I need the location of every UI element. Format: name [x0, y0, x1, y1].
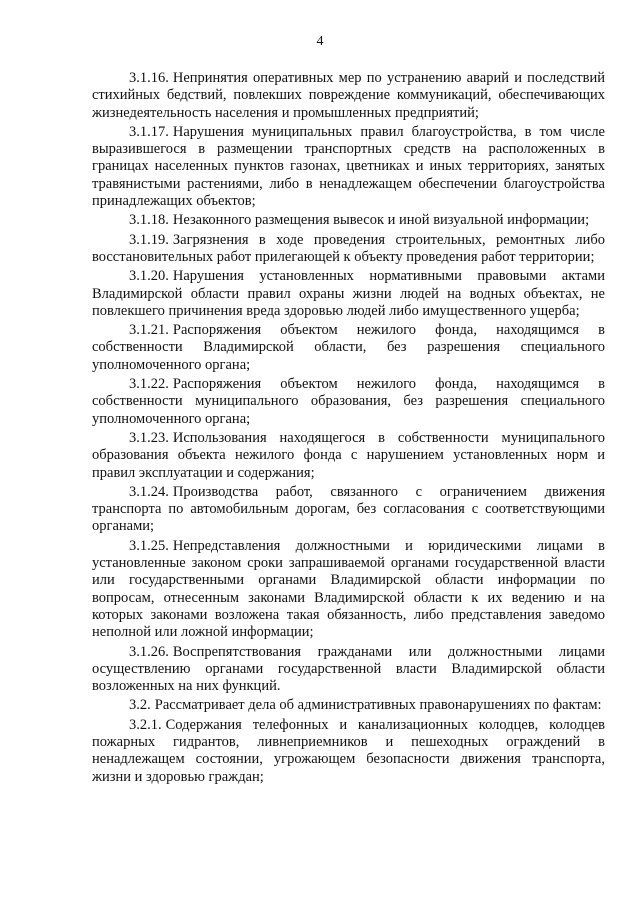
clause-number: 3.1.18. — [129, 212, 169, 229]
paragraph-3-1-23 — [92, 430, 605, 482]
paragraph-3-1-26 — [92, 644, 605, 696]
paragraph-3-2-1 — [92, 717, 605, 786]
clause-number: 3.1.23. — [129, 429, 169, 446]
paragraph-3-1-19 — [92, 232, 605, 267]
paragraph-3-1-24 — [92, 484, 605, 536]
paragraph-3-1-16 — [92, 70, 605, 122]
page-number: 4 — [316, 34, 324, 49]
clause-text: Производства работ, связанного с ограничением движения транспорта по автомобильным дорогам, без согласования с соответствующими органами; — [92, 483, 605, 535]
clause-text: Непредставления должностными и юридическими лицами в установленные законом сроки запрашиваемой органами государственной власти или государственными органами Владимирской области информации по вопросам, отнесенным законами Владимирской области к их ведению и на которых законами возложена такая обязанность, либо представления заведомо неполной или ложной информации; — [92, 537, 605, 641]
clause-text: Загрязнения в ходе проведения строительных, ремонтных либо восстановительных работ прилегающей к объекту проведения работ территории; — [92, 231, 605, 265]
clause-number: 3.1.19. — [129, 231, 169, 248]
clause-number: 3.1.25. — [129, 537, 169, 554]
clause-text: Незаконного размещения вывесок и иной визуальной информации; — [172, 212, 590, 229]
clause-number: 3.1.21. — [129, 322, 169, 339]
clause-text: Нарушения установленных нормативными правовыми актами Владимирской области правил охраны жизни людей на водных объектах, не повлекшего причинения вреда здоровью людей либо имущественного ущерба; — [92, 268, 605, 319]
clause-number: 3.1.16. — [129, 70, 169, 86]
clause-number: 3.2. — [129, 697, 151, 714]
clause-number: 3.1.20. — [129, 268, 169, 285]
clause-number: 3.1.17. — [129, 123, 169, 140]
clause-number: 3.1.24. — [129, 483, 169, 500]
clause-number: 3.1.26. — [129, 643, 169, 660]
paragraph-3-1-22 — [92, 376, 605, 428]
clause-number: 3.2.1. — [129, 716, 162, 733]
clause-text: Нарушения муниципальных правил благоустройства, в том числе выразившегося в размещении транспортных средств на расположенных в границах населенных пунктов газонах, цветниках и иных территориях, занятых травянистыми растениями, либо в ненадлежащем обеспечении благоустройства принадлежащих объектов; — [92, 123, 605, 210]
clause-text: Рассматривает дела об административных правонарушениях по фактам: — [154, 697, 602, 714]
paragraph-3-1-20 — [92, 268, 605, 320]
clause-text: Использования находящегося в собственности муниципального образования объекта нежилого фонда с нарушением установленных норм и правил эксплуатации и содержания; — [92, 429, 605, 481]
clause-number: 3.1.22. — [129, 376, 169, 393]
document-body — [92, 70, 605, 788]
paragraph-3-2 — [92, 697, 605, 714]
clause-text: Содержания телефонных и канализационных колодцев, колодцев пожарных гидрантов, ливнеприемников и пешеходных ограждений в ненадлежащем состоянии, угрожающем безопасности движения транспорта, жизни и здоровью граждан; — [92, 716, 605, 785]
paragraph-3-1-25 — [92, 538, 605, 642]
clause-text: Распоряжения объектом нежилого фонда, находящимся в собственности Владимирской области, без разрешения специального уполномоченного органа; — [92, 322, 605, 373]
paragraph-3-1-21 — [92, 322, 605, 374]
paragraph-3-1-18 — [92, 212, 605, 229]
clause-text: Распоряжения объектом нежилого фонда, находящимся в собственности муниципального образования, без разрешения специального уполномоченного органа; — [92, 376, 605, 427]
clause-text: Непринятия оперативных мер по устранению аварий и последствий стихийных бедствий, повлекших повреждение коммуникаций, обеспечивающих жизнедеятельность населения и промышленных предприятий; — [92, 70, 605, 121]
clause-text: Воспрепятствования гражданами или должностными лицами осуществлению органами государственной власти Владимирской области возложенных на них функций. — [92, 643, 605, 695]
paragraph-3-1-17 — [92, 124, 605, 210]
